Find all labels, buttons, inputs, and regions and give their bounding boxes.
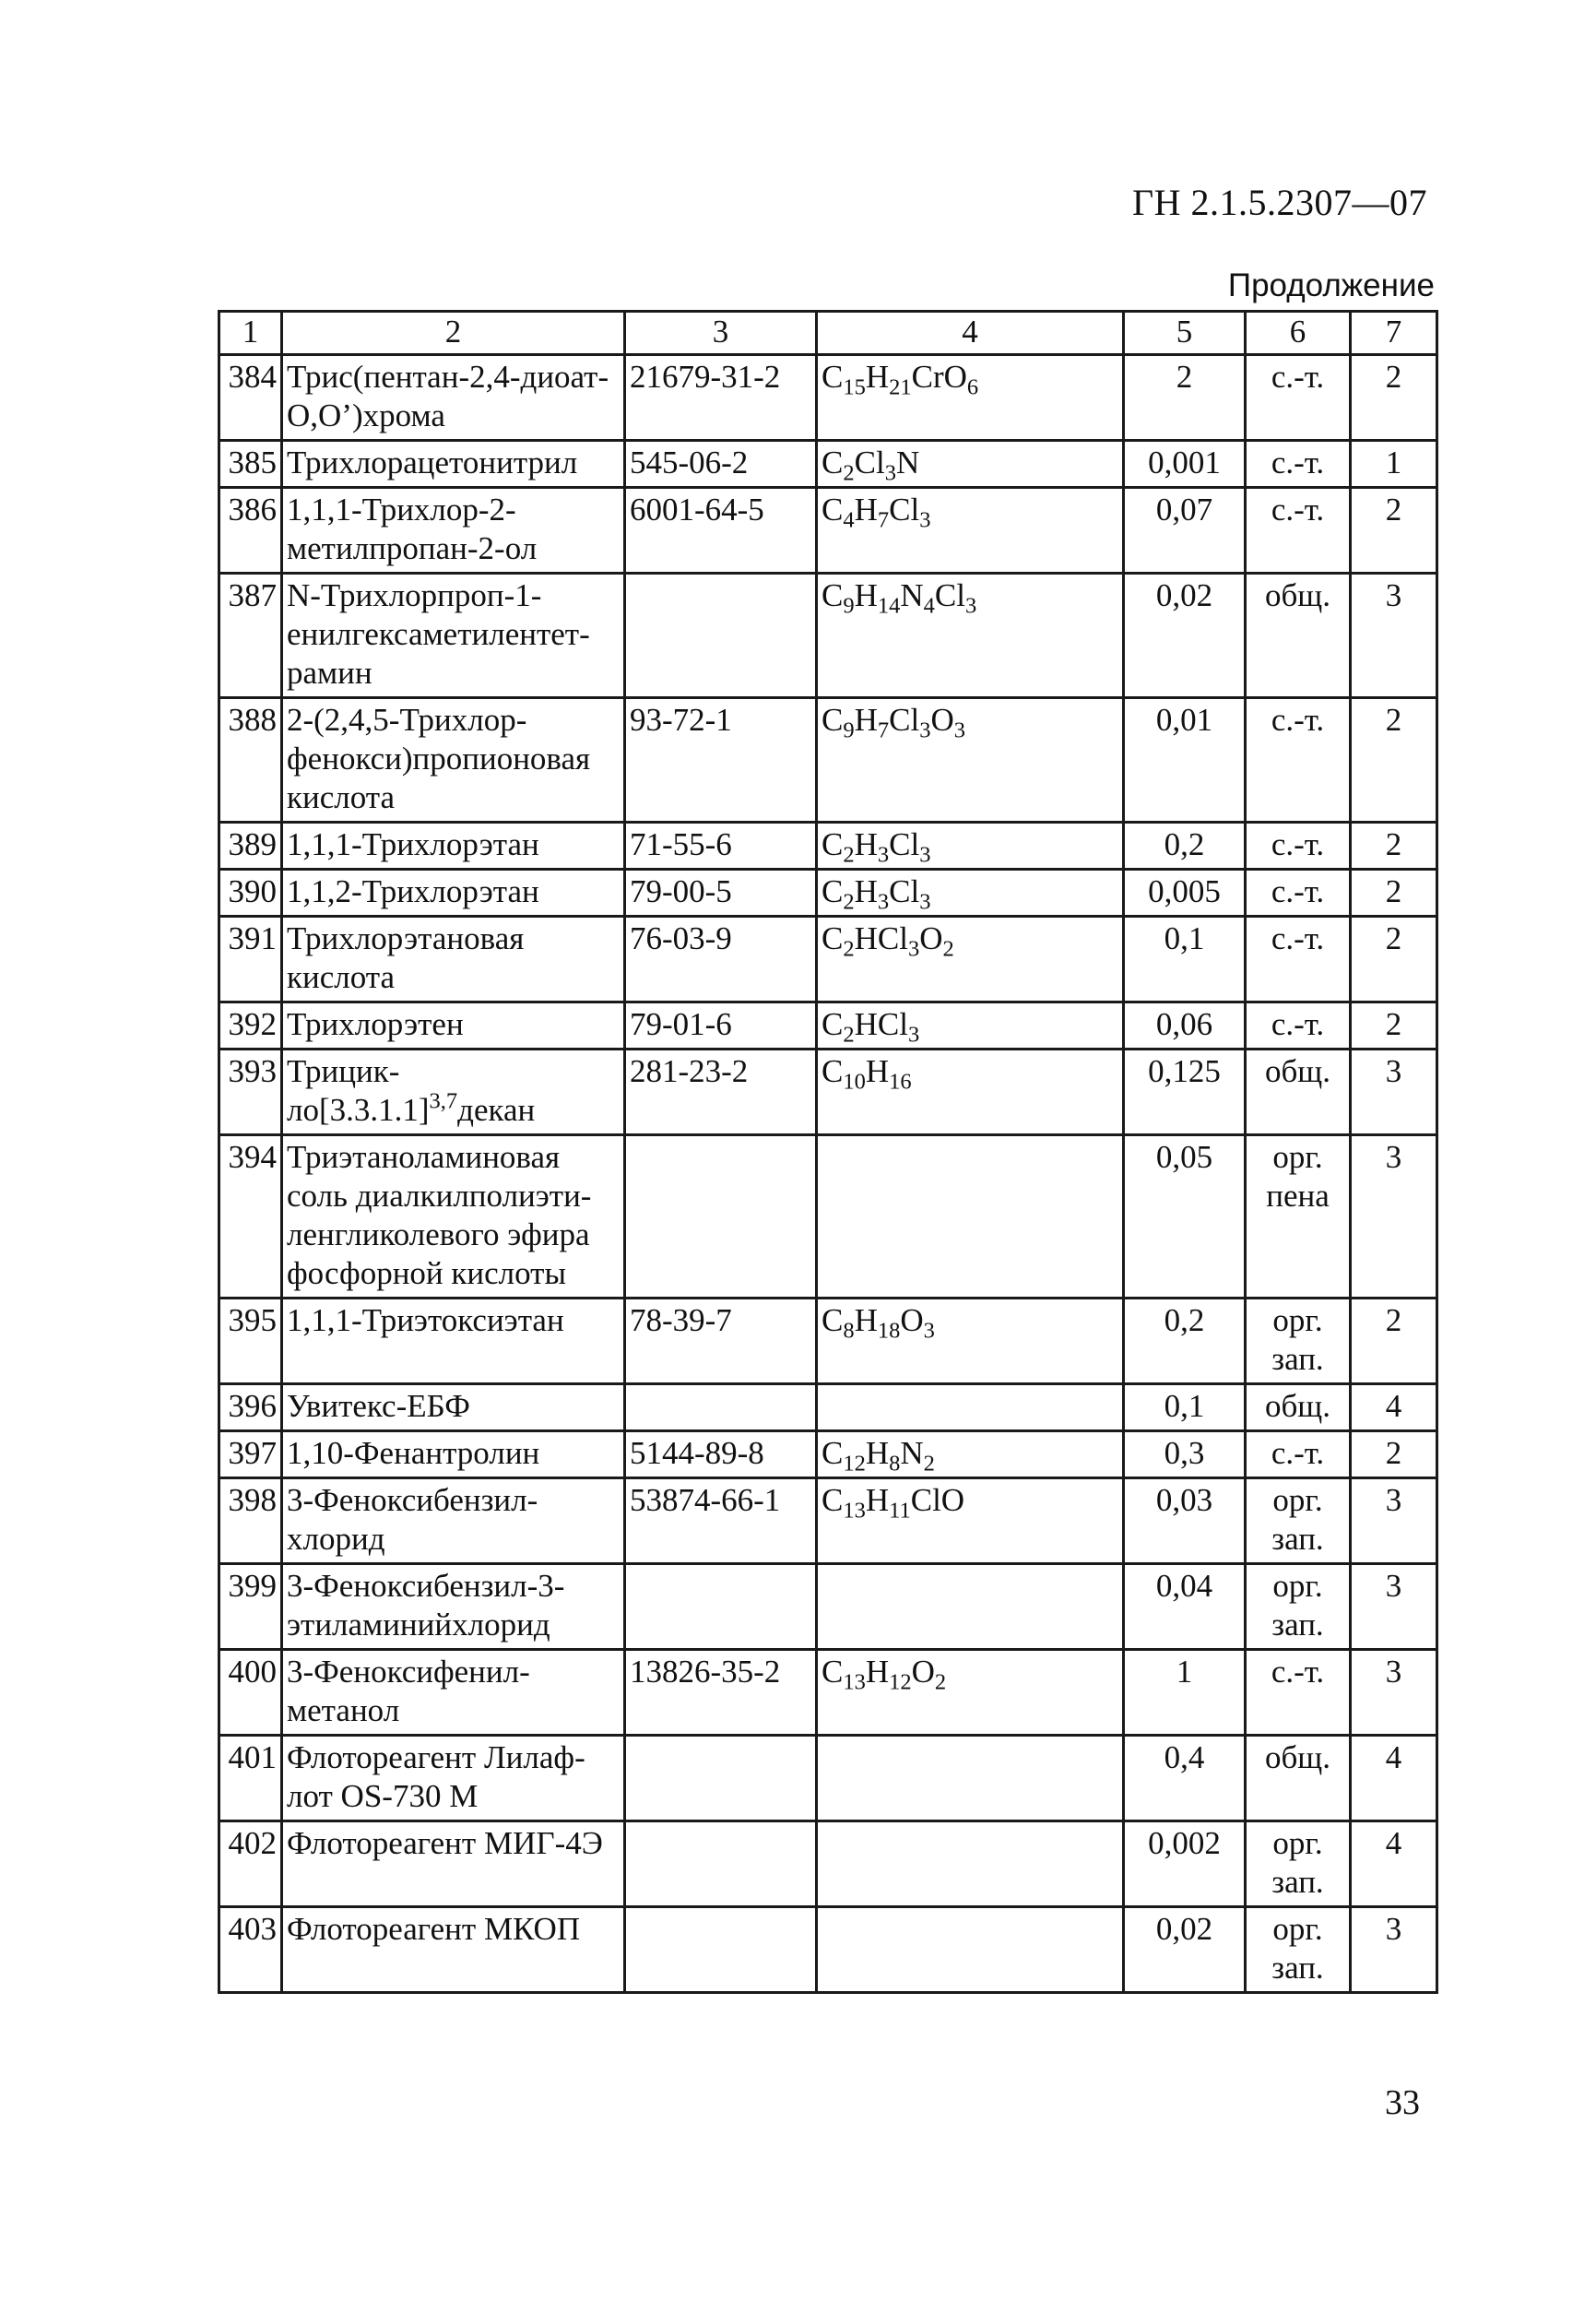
cas-number: 53874-66-1 [625, 1478, 817, 1564]
cas-number [625, 1821, 817, 1907]
substance-name: 1,1,1-Трихлорэтан [282, 823, 625, 870]
substance-name: 1,1,1-Трихлор-2-метилпропан-2-ол [282, 488, 625, 574]
substances-table [218, 310, 1438, 1994]
table-row [219, 1478, 1437, 1564]
chemical-formula: $C_{13}H_{11}ClO$ [817, 1478, 1124, 1564]
table-row [219, 574, 1437, 698]
hazard-sign: орг. зап. [1246, 1907, 1351, 1993]
document-code: ГН 2.1.5.2307—07 [1131, 182, 1427, 223]
limit-value: 0,002 [1124, 1821, 1246, 1907]
cas-number [625, 1384, 817, 1431]
limit-value: 0,1 [1124, 917, 1246, 1002]
hazard-class: 3 [1351, 574, 1437, 698]
hazard-class: 4 [1351, 1384, 1437, 1431]
cas-number: 76-03-9 [625, 917, 817, 1002]
hazard-class: 3 [1351, 1135, 1437, 1299]
row-number: 389 [219, 823, 282, 870]
table-header [219, 312, 1437, 355]
hazard-class: 1 [1351, 441, 1437, 488]
table-row [219, 823, 1437, 870]
hazard-sign: с.-т. [1246, 698, 1351, 823]
hazard-sign: с.-т. [1246, 441, 1351, 488]
limit-value: 0,07 [1124, 488, 1246, 574]
hazard-sign: орг. пена [1246, 1135, 1351, 1299]
limit-value: 0,02 [1124, 574, 1246, 698]
cas-number: 21679-31-2 [625, 355, 817, 441]
substance-name: 3-Феноксибензил-3-этиламинийхлорид [282, 1564, 625, 1650]
limit-value: 0,3 [1124, 1431, 1246, 1478]
hazard-sign: с.-т. [1246, 823, 1351, 870]
limit-value: 0,1 [1124, 1384, 1246, 1431]
continuation-label: Продолжение [1227, 267, 1435, 303]
hazard-sign: орг. зап. [1246, 1821, 1351, 1907]
cas-number: 281-23-2 [625, 1050, 817, 1135]
row-number: 384 [219, 355, 282, 441]
substance-name: Флотореагент Лилаф-лот OS-730 М [282, 1736, 625, 1821]
table-row [219, 488, 1437, 574]
row-number: 399 [219, 1564, 282, 1650]
limit-value: 0,2 [1124, 1299, 1246, 1384]
cas-number: 13826-35-2 [625, 1650, 817, 1736]
hazard-class: 2 [1351, 870, 1437, 917]
cas-number [625, 1135, 817, 1299]
chemical-formula: $C_8H_{18}O_3$ [817, 1299, 1124, 1384]
cas-number [625, 1564, 817, 1650]
substance-name: Флотореагент МКОП [282, 1907, 625, 1993]
hazard-sign: орг. зап. [1246, 1478, 1351, 1564]
substance-name: 1,1,2-Трихлорэтан [282, 870, 625, 917]
substance-name: 3-Феноксифенил-метанол [282, 1650, 625, 1736]
hazard-class: 2 [1351, 1002, 1437, 1050]
cas-number [625, 1736, 817, 1821]
cas-number: 5144-89-8 [625, 1431, 817, 1478]
row-number: 385 [219, 441, 282, 488]
chemical-formula: $C_{10}H_{16}$ [817, 1050, 1124, 1135]
hazard-class: 2 [1351, 698, 1437, 823]
cas-number [625, 574, 817, 698]
hazard-class: 2 [1351, 1299, 1437, 1384]
table-row [219, 1135, 1437, 1299]
table-row [219, 1050, 1437, 1135]
substance-name: 1,10-Фенантролин [282, 1431, 625, 1478]
chemical-formula: $C_9H_{14}N_4Cl_3$ [817, 574, 1124, 698]
table-row [219, 1650, 1437, 1736]
hazard-sign: общ. [1246, 1384, 1351, 1431]
chemical-formula: $C_{13}H_{12}O_2$ [817, 1650, 1124, 1736]
limit-value: 0,03 [1124, 1478, 1246, 1564]
row-number: 391 [219, 917, 282, 1002]
row-number: 388 [219, 698, 282, 823]
chemical-formula: $C_4H_7Cl_3$ [817, 488, 1124, 574]
hazard-sign: общ. [1246, 1050, 1351, 1135]
chemical-formula [817, 1135, 1124, 1299]
hazard-sign: орг. зап. [1246, 1564, 1351, 1650]
row-number: 392 [219, 1002, 282, 1050]
row-number: 401 [219, 1736, 282, 1821]
table-row [219, 1821, 1437, 1907]
hazard-sign: орг. зап. [1246, 1299, 1351, 1384]
substance-name: Трицик-$ло[3.3.1.1]^{3,7}декан$ [282, 1050, 625, 1135]
hazard-sign: общ. [1246, 574, 1351, 698]
chemical-formula: $C_{12}H_8N_2$ [817, 1431, 1124, 1478]
cas-number: 71-55-6 [625, 823, 817, 870]
table-row [219, 1736, 1437, 1821]
chemical-formula: $C_2Cl_3N$ [817, 441, 1124, 488]
substance-name: 2-(2,4,5-Трихлор-фенокси)пропионовая кислота [282, 698, 625, 823]
cas-number: 79-00-5 [625, 870, 817, 917]
hazard-sign: с.-т. [1246, 355, 1351, 441]
col-header-3: 3 [625, 312, 817, 355]
chemical-formula [817, 1907, 1124, 1993]
col-header-2: 2 [282, 312, 625, 355]
page-number: 33 [1385, 2083, 1420, 2122]
substance-name: Триэтаноламиновая соль диалкилполиэти-ленгликолевого эфира фосфорной кислоты [282, 1135, 625, 1299]
col-header-7: 7 [1351, 312, 1437, 355]
row-number: 395 [219, 1299, 282, 1384]
row-number: 396 [219, 1384, 282, 1431]
table-row [219, 698, 1437, 823]
limit-value: 0,4 [1124, 1736, 1246, 1821]
limit-value: 1 [1124, 1650, 1246, 1736]
chemical-formula [817, 1736, 1124, 1821]
limit-value: 0,06 [1124, 1002, 1246, 1050]
hazard-sign: с.-т. [1246, 1431, 1351, 1478]
row-number: 393 [219, 1050, 282, 1135]
hazard-class: 2 [1351, 917, 1437, 1002]
col-header-5: 5 [1124, 312, 1246, 355]
hazard-class: 3 [1351, 1478, 1437, 1564]
hazard-sign: с.-т. [1246, 1002, 1351, 1050]
hazard-sign: с.-т. [1246, 488, 1351, 574]
hazard-sign: общ. [1246, 1736, 1351, 1821]
table-row [219, 1384, 1437, 1431]
col-header-6: 6 [1246, 312, 1351, 355]
table-row [219, 1564, 1437, 1650]
substance-name: Флотореагент МИГ-4Э [282, 1821, 625, 1907]
hazard-sign: с.-т. [1246, 917, 1351, 1002]
hazard-class: 2 [1351, 1431, 1437, 1478]
hazard-class: 3 [1351, 1907, 1437, 1993]
row-number: 394 [219, 1135, 282, 1299]
chemical-formula: $C_{15}H_{21}CrO_6$ [817, 355, 1124, 441]
hazard-class: 3 [1351, 1650, 1437, 1736]
table-row [219, 870, 1437, 917]
hazard-class: 4 [1351, 1736, 1437, 1821]
row-number: 386 [219, 488, 282, 574]
table-body [219, 355, 1437, 1993]
substance-name: Трихлорэтен [282, 1002, 625, 1050]
substance-name: 1,1,1-Триэтоксиэтан [282, 1299, 625, 1384]
hazard-sign: с.-т. [1246, 870, 1351, 917]
hazard-class: 3 [1351, 1564, 1437, 1650]
row-number: 387 [219, 574, 282, 698]
limit-value: 0,02 [1124, 1907, 1246, 1993]
table-row [219, 355, 1437, 441]
cas-number [625, 1907, 817, 1993]
chemical-formula [817, 1564, 1124, 1650]
header-row [219, 312, 1437, 355]
cas-number: 545-06-2 [625, 441, 817, 488]
hazard-class: 2 [1351, 823, 1437, 870]
hazard-class: 3 [1351, 1050, 1437, 1135]
limit-value: 0,01 [1124, 698, 1246, 823]
col-header-4: 4 [817, 312, 1124, 355]
substance-name: Трис(пентан-2,4-диоат-О,О’)хрома [282, 355, 625, 441]
limit-value: 0,05 [1124, 1135, 1246, 1299]
limit-value: 0,005 [1124, 870, 1246, 917]
limit-value: 0,001 [1124, 441, 1246, 488]
chemical-formula [817, 1821, 1124, 1907]
hazard-class: 2 [1351, 488, 1437, 574]
table-row [219, 917, 1437, 1002]
limit-value: 0,04 [1124, 1564, 1246, 1650]
cas-number: 79-01-6 [625, 1002, 817, 1050]
row-number: 398 [219, 1478, 282, 1564]
chemical-formula: $C_2H_3Cl_3$ [817, 870, 1124, 917]
row-number: 402 [219, 1821, 282, 1907]
chemical-formula [817, 1384, 1124, 1431]
limit-value: 2 [1124, 355, 1246, 441]
hazard-class: 2 [1351, 355, 1437, 441]
table-row [219, 441, 1437, 488]
substance-name: Трихлорацетонитрил [282, 441, 625, 488]
row-number: 390 [219, 870, 282, 917]
cas-number: 78-39-7 [625, 1299, 817, 1384]
substance-name: Трихлорэтановая кислота [282, 917, 625, 1002]
table-row [219, 1299, 1437, 1384]
hazard-sign: с.-т. [1246, 1650, 1351, 1736]
chemical-formula: $C_2H_3Cl_3$ [817, 823, 1124, 870]
table-row [219, 1907, 1437, 1993]
cas-number: 93-72-1 [625, 698, 817, 823]
substance-name: 3-Феноксибензил-хлорид [282, 1478, 625, 1564]
chemical-formula: $C_2HCl_3$ [817, 1002, 1124, 1050]
chemical-formula: $C_9H_7Cl_3O_3$ [817, 698, 1124, 823]
cas-number: 6001-64-5 [625, 488, 817, 574]
chemical-formula: $C_2HCl_3O_2$ [817, 917, 1124, 1002]
row-number: 397 [219, 1431, 282, 1478]
col-header-1: 1 [219, 312, 282, 355]
table-row [219, 1002, 1437, 1050]
table-row [219, 1431, 1437, 1478]
hazard-class: 4 [1351, 1821, 1437, 1907]
substance-name: Увитекс-ЕБФ [282, 1384, 625, 1431]
limit-value: 0,125 [1124, 1050, 1246, 1135]
substance-name: N-Трихлорпроп-1-енилгексаметилентет-рамин [282, 574, 625, 698]
limit-value: 0,2 [1124, 823, 1246, 870]
row-number: 403 [219, 1907, 282, 1993]
row-number: 400 [219, 1650, 282, 1736]
